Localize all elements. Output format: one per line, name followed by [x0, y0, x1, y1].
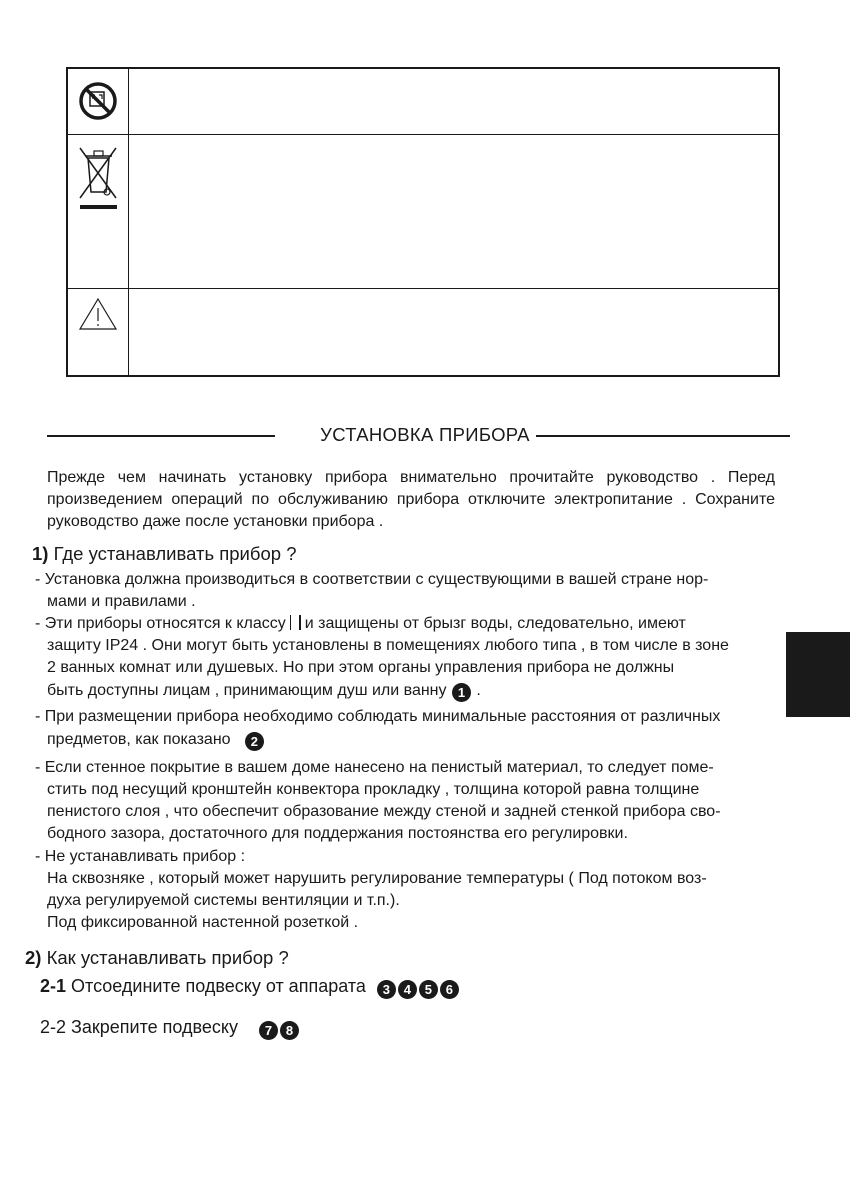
figure-ref-badge: 7	[259, 1021, 278, 1040]
list-item: - Эти приборы относятся к классу и защищены от брызг воды, следовательно, имеют	[35, 615, 686, 632]
list-item: - При размещении прибора необходимо соблюдать минимальные расстояния от различных	[35, 708, 721, 725]
table-row	[68, 69, 778, 135]
list-item: - Установка должна производиться в соответствии с существующими в вашей стране нор-	[35, 571, 709, 588]
list-item: защиту IP24 . Они могут быть установлены в помещениях любого типа , в том числе в зоне	[47, 637, 729, 654]
list-item: стить под несущий кронштейн конвектора прокладку , толщина которой равна толщине	[47, 781, 700, 798]
step-2-2: 2-2 Закрепите подвеску 7 8	[40, 1017, 300, 1040]
figure-ref-badge: 8	[280, 1021, 299, 1040]
figure-ref-badge: 2	[245, 732, 264, 751]
table-row	[68, 288, 778, 377]
figure-ref-badge: 6	[440, 980, 459, 999]
figure-ref-badge: 1	[452, 683, 471, 702]
list-item: - Если стенное покрытие в вашем доме нанесено на пенистый материал, то следует поме-	[35, 759, 714, 776]
no-cover-icon	[76, 79, 120, 123]
list-item: духа регулируемой системы вентиляции и т.п.).	[47, 892, 400, 909]
list-item: мами и правилами .	[47, 593, 196, 610]
warning-table	[66, 67, 780, 377]
list-item: быть доступны лицам , принимающим душ или ванну 1 .	[47, 682, 481, 700]
figure-ref-badge: 3	[377, 980, 396, 999]
section-tab	[786, 632, 850, 717]
question-2-heading: 2) Как устанавливать прибор ?	[25, 947, 289, 968]
intro-paragraph: Прежде чем начинать установку прибора внимательно прочитайте руководство . Перед произведением операций по обслуживанию прибора отключите электропитание . Сохраните руководство даже после установки прибора .	[47, 469, 775, 530]
class-mark	[299, 615, 301, 630]
figure-ref-badge: 4	[398, 980, 417, 999]
list-item: - Не устанавливать прибор :	[35, 848, 246, 865]
class-mark	[290, 615, 292, 630]
step-2-1: 2-1 Отсоедините подвеску от аппарата 3 4 5 6	[40, 976, 460, 999]
warning-icon	[76, 296, 120, 332]
list-item: На сквозняке , который может нарушить регулирование температуры ( Под потоком воз-	[47, 870, 707, 887]
list-item: 2 ванных комнат или душевых. Но при этом органы управления прибора не должны	[47, 659, 675, 676]
wee-bin-icon	[76, 142, 120, 212]
section-title: УСТАНОВКА ПРИБОРА	[0, 424, 850, 446]
list-item: пенистого слоя , что обеспечит образование между стеной и задней стенкой прибора сво-	[47, 803, 721, 820]
list-item: Под фиксированной настенной розеткой .	[47, 914, 359, 931]
table-row	[68, 134, 778, 289]
list-item: предметов, как показано 2	[47, 729, 265, 751]
list-item: бодного зазора, достаточного для поддержания постоянства его регулировки.	[47, 825, 628, 842]
figure-ref-badge: 5	[419, 980, 438, 999]
question-1-heading: 1) Где устанавливать прибор ?	[32, 543, 297, 564]
